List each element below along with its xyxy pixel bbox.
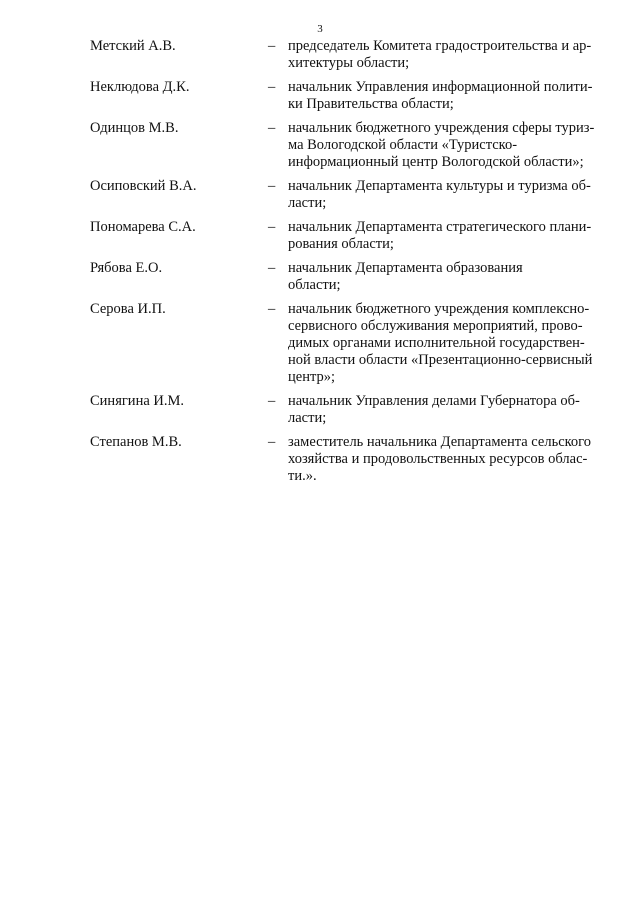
member-row [90, 178, 620, 212]
member-name: Серова И.П. [90, 301, 166, 317]
member-row [90, 38, 620, 72]
member-role-line: заместитель начальника Департамента сельского [288, 434, 592, 450]
member-role-line: рования области; [288, 236, 394, 252]
member-row [90, 79, 620, 113]
member-role-line: ласти; [288, 195, 327, 211]
member-role [288, 434, 620, 485]
member-role-line: хитектуры области; [288, 55, 410, 71]
member-role-line: начальник Департамента культуры и туризма об- [288, 178, 591, 194]
member-role-line: ма Вологодской области «Туристско- [288, 137, 518, 153]
member-dash: – [268, 301, 276, 317]
member-role-line: ной власти области «Презентационно-сервисный [288, 352, 593, 368]
member-dash: – [268, 178, 276, 194]
member-role-line: информационный центр Вологодской области»; [288, 154, 584, 170]
member-row [90, 219, 620, 253]
member-role [288, 260, 620, 294]
member-name: Метский А.В. [90, 38, 176, 54]
member-role-line: центр»; [288, 369, 335, 385]
member-role-line: начальник Управления информационной полити- [288, 79, 593, 95]
member-role-line: хозяйства и продовольственных ресурсов облас- [288, 451, 588, 467]
member-dash: – [268, 393, 276, 409]
member-role [288, 393, 620, 427]
member-name: Пономарева С.А. [90, 219, 196, 235]
member-dash: – [268, 260, 276, 276]
member-role-line: начальник Управления делами Губернатора об- [288, 393, 580, 409]
member-role-line: димых органами исполнительной государствен- [288, 335, 585, 351]
member-role-line: начальник Департамента стратегического плани- [288, 219, 592, 235]
member-dash: – [268, 38, 276, 54]
member-dash: – [268, 219, 276, 235]
member-row [90, 260, 620, 294]
member-name: Степанов М.В. [90, 434, 182, 450]
member-role-line: области; [288, 277, 341, 293]
member-role [288, 178, 620, 212]
member-row [90, 393, 620, 427]
member-name: Осиповский В.А. [90, 178, 197, 194]
member-row [90, 434, 620, 485]
page-number: 3 [317, 23, 323, 35]
member-name: Синягина И.М. [90, 393, 185, 409]
member-role-line: ласти; [288, 410, 327, 426]
member-role-line: ти.». [288, 468, 317, 484]
member-dash: – [268, 120, 276, 136]
member-role-line: сервисного обслуживания мероприятий, прово- [288, 318, 583, 334]
member-role-line: начальник бюджетного учреждения сферы туриз- [288, 120, 595, 136]
member-name: Одинцов М.В. [90, 120, 179, 136]
member-role [288, 219, 620, 253]
member-dash: – [268, 79, 276, 95]
member-role [288, 301, 620, 386]
member-role-line: начальник Департамента образования [288, 260, 523, 276]
member-row [90, 301, 620, 386]
member-role-line: председатель Комитета градостроительства и ар- [288, 38, 592, 54]
member-dash: – [268, 434, 276, 450]
member-role [288, 120, 620, 171]
member-role [288, 38, 620, 72]
member-role-line: начальник бюджетного учреждения комплексно- [288, 301, 590, 317]
member-name: Неклюдова Д.К. [90, 79, 190, 95]
member-name: Рябова Е.О. [90, 260, 163, 276]
member-role-line: ки Правительства области; [288, 96, 454, 112]
members-list [90, 38, 620, 492]
member-role [288, 79, 620, 113]
member-row [90, 120, 620, 171]
